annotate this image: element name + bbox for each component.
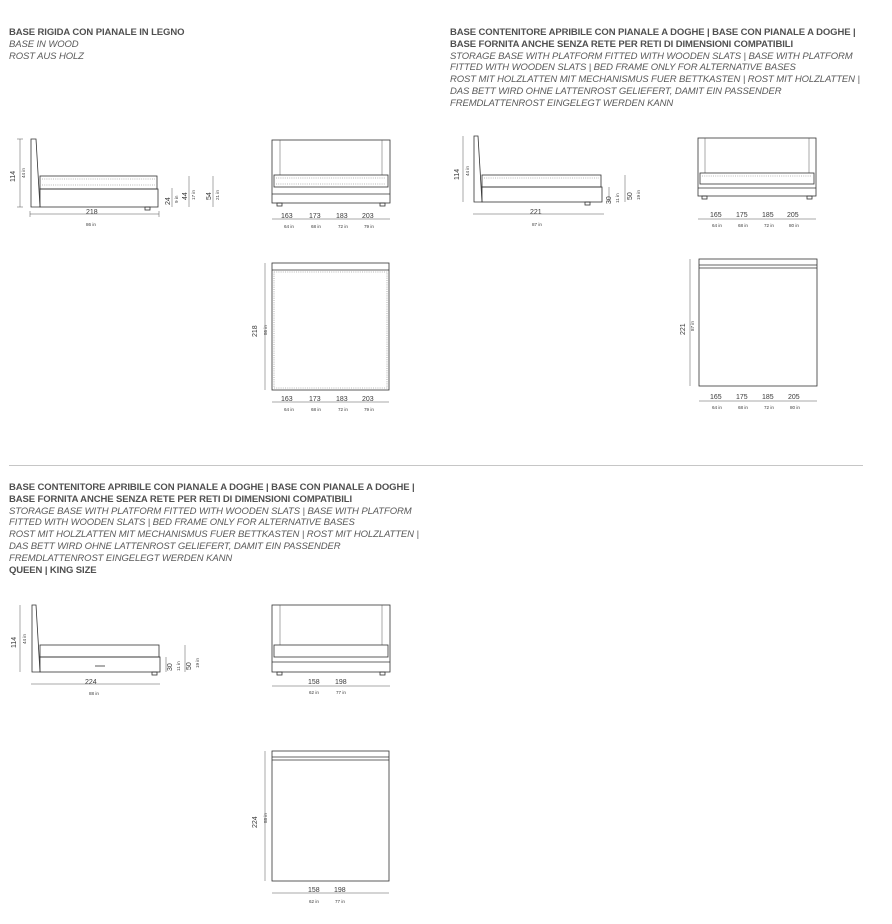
s1-side-dim-1: 24 xyxy=(165,197,172,205)
s3-plan-length-in: 88 in xyxy=(263,813,268,823)
s2-side-right-dims xyxy=(606,175,641,204)
s1-front-width-1: 163 xyxy=(281,213,293,220)
section-1-english: BASE IN WOOD xyxy=(9,38,79,50)
s2-front-view xyxy=(690,135,825,235)
s2-side-dim-1-in: 11 in xyxy=(615,193,620,203)
s1-front-width-1-in: 64 in xyxy=(284,224,294,229)
s3-side-height-in: 44 in xyxy=(22,634,27,644)
s2-front-width-1-in: 64 in xyxy=(712,223,722,228)
s3-side-length-in: 88 in xyxy=(89,691,99,696)
section-3-description-line-5: FREMDLATTENROST EINGELEGT WERDEN KANN xyxy=(9,552,233,564)
s1-plan-view xyxy=(245,257,395,417)
s1-side-dim-1-in: 9 in xyxy=(174,195,179,203)
s1-plan-width-1: 163 xyxy=(281,396,293,403)
s2-plan-width-2-in: 68 in xyxy=(738,405,748,410)
s3-side-dim-2-in: 19 in xyxy=(195,658,200,668)
s3-front-width-1: 158 xyxy=(308,679,320,686)
s2-side-dim-2: 50 xyxy=(627,192,634,200)
section-1-text xyxy=(9,27,184,62)
s1-side-length: 218 xyxy=(86,209,98,216)
s1-front-width-3-in: 72 in xyxy=(338,224,348,229)
s2-side-height-in: 44 in xyxy=(465,166,470,176)
s3-side-length: 224 xyxy=(85,679,97,686)
s2-plan-length: 221 xyxy=(680,323,687,335)
s2-plan-width-2: 175 xyxy=(736,394,748,401)
s3-side-height: 114 xyxy=(11,636,18,648)
s3-front-width-2-in: 77 in xyxy=(336,690,346,695)
section-2-description-line-3: ROST MIT HOLZLATTEN MIT MECHANISMUS FUER BETTKASTEN | ROST MIT HOLZLATTEN | xyxy=(450,74,860,86)
section-3-heading-line-2: BASE FORNITA ANCHE SENZA RETE PER RETI DI DIMENSIONI COMPATIBILI xyxy=(9,493,352,505)
s1-side-dim-3-in: 21 in xyxy=(215,190,220,200)
s2-front-width-2: 175 xyxy=(736,212,748,219)
s1-plan-width-1-in: 64 in xyxy=(284,407,294,412)
section-3-description-line-1: STORAGE BASE WITH PLATFORM FITTED WITH WOODEN SLATS | BASE WITH PLATFORM xyxy=(9,505,412,517)
s2-front-width-4-in: 80 in xyxy=(789,223,799,228)
s1-front-width-4: 203 xyxy=(362,213,374,220)
s1-side-view xyxy=(0,130,240,235)
s1-front-width-2-in: 68 in xyxy=(311,224,321,229)
s2-front-width-4: 205 xyxy=(787,212,799,219)
s3-side-dim-1-in: 11 in xyxy=(176,661,181,671)
section-1-heading: BASE RIGIDA CON PIANALE IN LEGNO xyxy=(9,27,185,38)
s2-front-width-2-in: 68 in xyxy=(738,223,748,228)
s3-side-dim-1: 30 xyxy=(167,663,174,671)
s3-plan-length: 224 xyxy=(252,816,259,828)
s1-front-view xyxy=(265,135,395,235)
s2-front-width-1: 165 xyxy=(710,212,722,219)
s3-plan-width-1: 158 xyxy=(308,887,320,894)
section-2-heading-line-1: BASE CONTENITORE APRIBILE CON PIANALE A DOGHE | BASE CON PIANALE A DOGHE | xyxy=(450,27,856,38)
s3-plan-width-2: 198 xyxy=(334,887,346,894)
section-3-size-line: QUEEN | KING SIZE xyxy=(9,564,97,576)
section-3-description-line-2: FITTED WITH WOODEN SLATS | BED FRAME ONLY FOR ALTERNATIVE BASES xyxy=(9,517,355,529)
s1-plan-width-3-in: 72 in xyxy=(338,407,348,412)
s1-side-height-in: 44 in xyxy=(21,168,26,178)
section-2-text xyxy=(450,27,860,110)
s1-front-width-2: 173 xyxy=(309,213,321,220)
s2-plan-width-3-in: 72 in xyxy=(764,405,774,410)
s2-side-dim-1: 30 xyxy=(606,196,613,204)
s3-side-right-dims xyxy=(166,645,200,672)
section-2-description-line-4: DAS BETT WIRD OHNE LATTENROST GELIEFERT, DAMIT EIN PASSENDER xyxy=(450,85,782,97)
s1-side-height: 114 xyxy=(10,170,17,182)
section-2-heading-line-2: BASE FORNITA ANCHE SENZA RETE PER RETI DI DIMENSIONI COMPATIBILI xyxy=(450,38,793,50)
s1-plan-length-in: 86 in xyxy=(263,325,268,335)
s1-front-width-3: 183 xyxy=(336,213,348,220)
s3-front-width-2: 198 xyxy=(335,679,347,686)
s1-plan-length: 218 xyxy=(252,325,259,337)
s2-side-length: 221 xyxy=(530,209,542,216)
section-divider xyxy=(9,465,863,466)
s1-side-right-dims xyxy=(165,176,220,207)
s3-front-width-1-in: 62 in xyxy=(309,690,319,695)
s1-plan-width-2-in: 68 in xyxy=(311,407,321,412)
s2-plan-width-4-in: 80 in xyxy=(790,405,800,410)
s3-plan-view xyxy=(245,745,395,910)
section-3-description-line-3: ROST MIT HOLZLATTEN MIT MECHANISMUS FUER BETTKASTEN | ROST MIT HOLZLATTEN | xyxy=(9,529,419,541)
s1-plan-width-4-in: 79 in xyxy=(364,407,374,412)
section-2-description-line-2: FITTED WITH WOODEN SLATS | BED FRAME ONLY FOR ALTERNATIVE BASES xyxy=(450,62,796,74)
s3-plan-width-2-in: 77 in xyxy=(335,899,345,904)
s1-plan-width-2: 173 xyxy=(309,396,321,403)
section-3-heading-line-1: BASE CONTENITORE APRIBILE CON PIANALE A DOGHE | BASE CON PIANALE A DOGHE | xyxy=(9,482,415,493)
s2-side-dim-2-in: 19 in xyxy=(636,190,641,200)
s2-plan-length-in: 87 in xyxy=(690,321,695,331)
s2-plan-view xyxy=(670,255,830,415)
s2-plan-width-1-in: 64 in xyxy=(712,405,722,410)
s2-front-width-3-in: 72 in xyxy=(764,223,774,228)
section-3-text xyxy=(9,482,419,576)
s2-plan-width-1: 165 xyxy=(710,394,722,401)
s3-side-view xyxy=(0,600,220,700)
s2-plan-width-4: 205 xyxy=(788,394,800,401)
s2-side-height: 114 xyxy=(454,168,461,180)
s1-side-length-in: 86 in xyxy=(86,222,96,227)
s1-plan-width-3: 183 xyxy=(336,396,348,403)
s3-plan-width-1-in: 62 in xyxy=(309,899,319,904)
section-2-description-line-1: STORAGE BASE WITH PLATFORM FITTED WITH WOODEN SLATS | BASE WITH PLATFORM xyxy=(450,50,853,62)
s2-side-view xyxy=(445,130,645,235)
s1-side-dim-2-in: 17 in xyxy=(191,190,196,200)
s1-plan-width-4: 203 xyxy=(362,396,374,403)
s1-side-dim-2: 44 xyxy=(182,192,189,200)
s2-front-width-3: 185 xyxy=(762,212,774,219)
section-2-description-line-5: FREMDLATTENROST EINGELEGT WERDEN KANN xyxy=(450,97,674,109)
s2-plan-width-3: 185 xyxy=(762,394,774,401)
s1-front-width-4-in: 79 in xyxy=(364,224,374,229)
s3-side-dim-2: 50 xyxy=(186,662,193,670)
s2-side-length-in: 87 in xyxy=(532,222,542,227)
s3-front-view xyxy=(265,600,395,700)
section-3-description-line-4: DAS BETT WIRD OHNE LATTENROST GELIEFERT, DAMIT EIN PASSENDER xyxy=(9,540,341,552)
section-1-german: ROST AUS HOLZ xyxy=(9,50,84,62)
s1-side-dim-3: 54 xyxy=(206,192,213,200)
